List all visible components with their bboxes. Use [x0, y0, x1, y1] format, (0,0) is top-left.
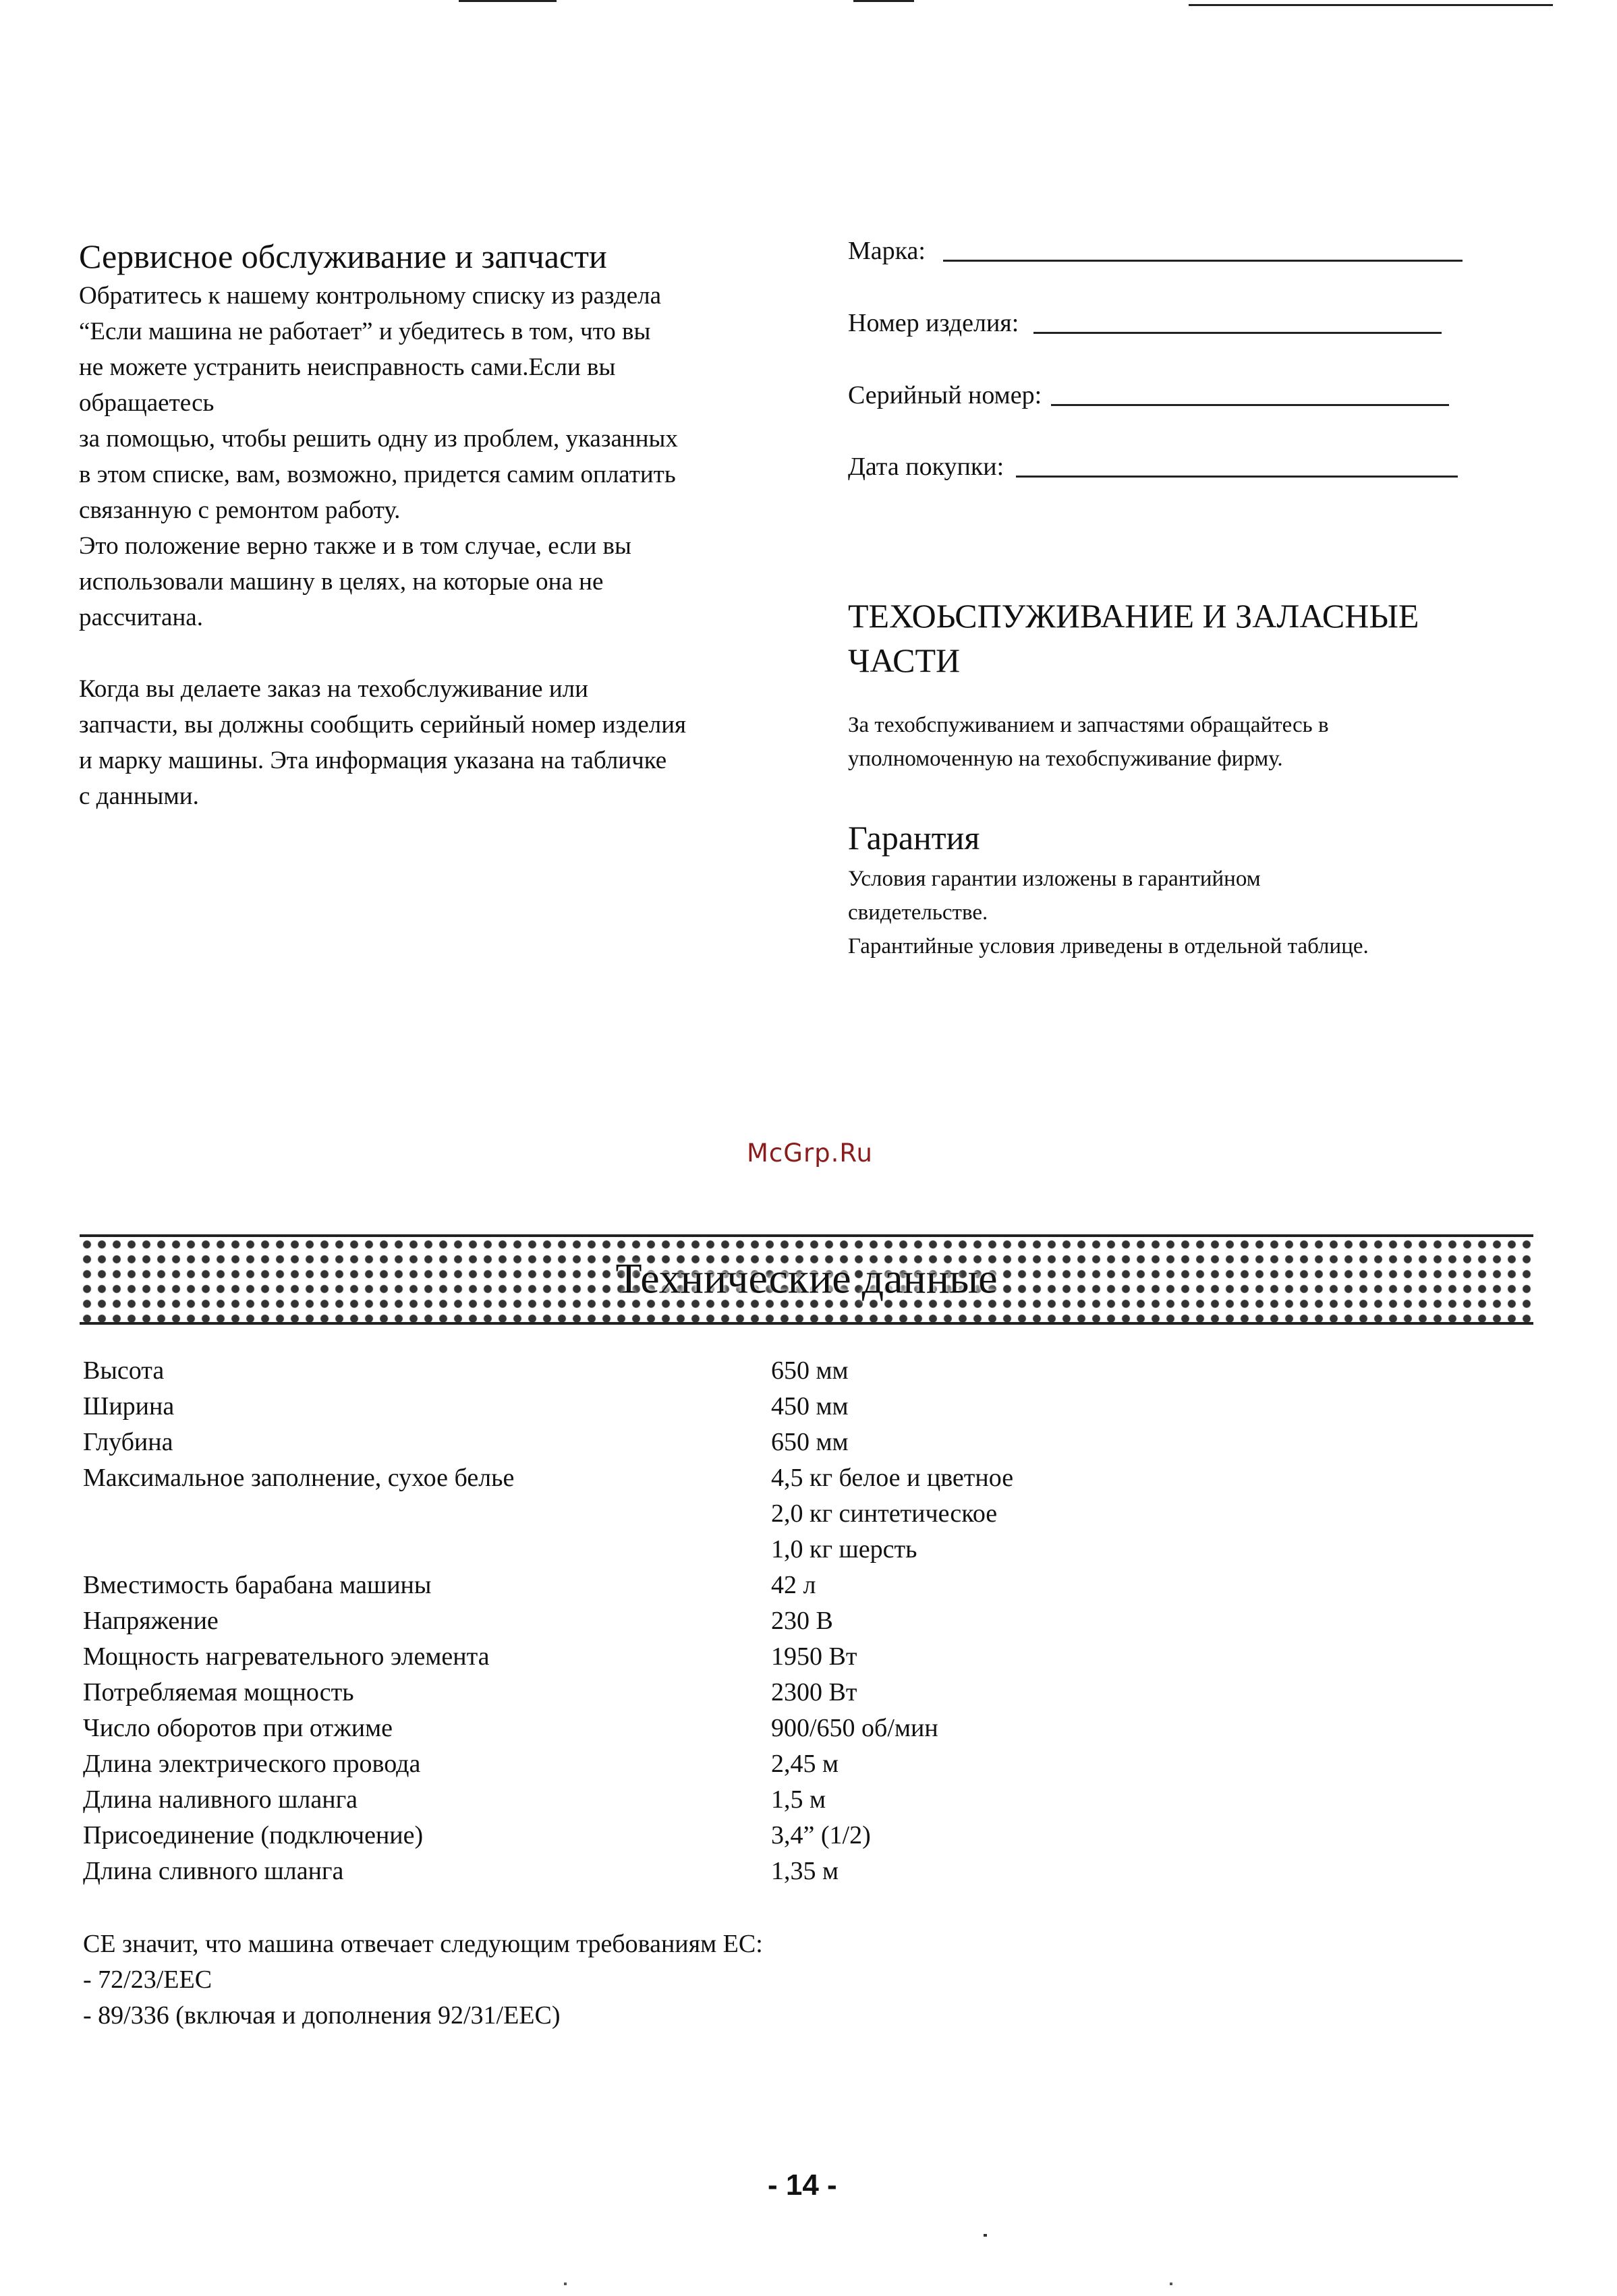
table-row	[83, 1532, 1162, 1568]
spec-label: Потребляемая мощность	[83, 1678, 354, 1706]
warranty-title: Гарантия	[848, 819, 980, 857]
product-info-form	[848, 0, 1496, 513]
spec-value: 450 мм	[771, 1392, 849, 1420]
ce-line: - 89/336 (включая и дополнения 92/31/ЕЕС)	[83, 2001, 561, 2030]
table-row	[83, 1496, 1162, 1532]
spec-label: Высота	[83, 1356, 165, 1385]
maintenance-title-line2: ЧАСТИ	[848, 641, 961, 679]
table-row	[83, 1782, 1162, 1818]
table-row	[83, 1460, 1162, 1496]
warranty-text-line: Условия гарантии изложены в гарантийном	[848, 867, 1261, 891]
table-row	[83, 1353, 1162, 1389]
paragraph-line: связанную с ремонтом работу.	[79, 496, 401, 524]
table-row	[83, 1425, 1162, 1460]
paragraph-line: обращаетесь	[79, 389, 215, 417]
paragraph-line: “Если машина не работает” и убедитесь в том, что вы	[79, 318, 651, 345]
paragraph-line: использовали машину в целях, на которые она не	[79, 568, 604, 596]
paragraph-line: с данными.	[79, 782, 199, 810]
spec-label: Глубина	[83, 1428, 173, 1456]
page-number: - 14 -	[768, 2169, 837, 2202]
purchase-date-row	[848, 452, 1482, 482]
paragraph-line: не можете устранить неисправность сами.Если вы	[79, 353, 616, 381]
spec-value: 42 л	[771, 1571, 816, 1599]
tech-data-banner	[80, 1234, 1533, 1325]
warranty-text-line: свидетельстве.	[848, 900, 988, 925]
spec-label: Максимальное заполнение, сухое белье	[83, 1464, 515, 1492]
maintenance-text-line: уполномоченную на техобспуживание фирму.	[848, 747, 1283, 771]
maintenance-section	[848, 594, 1523, 776]
table-row	[83, 1818, 1162, 1854]
table-row	[83, 1746, 1162, 1782]
spec-value: 230 В	[771, 1607, 833, 1635]
spec-label: Длина наливного шланга	[83, 1785, 358, 1814]
table-row	[83, 1603, 1162, 1639]
service-title: Сервисное обслуживание и запчасти	[79, 237, 607, 275]
maintenance-text	[848, 708, 1523, 776]
spec-value: 4,5 кг белое и цветное	[771, 1464, 1014, 1492]
tech-data-title: Технические данные	[615, 1254, 998, 1302]
paragraph-line: Обратитесь к нашему контрольному списку из раздела	[79, 282, 662, 310]
spec-value: 1,0 кг шерсть	[771, 1535, 917, 1563]
ce-line: СЕ значит, что машина отвечает следующим требованиям ЕС:	[83, 1930, 763, 1958]
serial-number-label: Серийный номер:	[848, 381, 1042, 409]
spec-value: 650 мм	[771, 1356, 849, 1385]
purchase-date-label: Дата покупки:	[848, 453, 1004, 481]
paragraph-line: за помощью, чтобы решить одну из проблем, указанных	[79, 425, 678, 453]
spec-value: 1,35 м	[771, 1857, 839, 1885]
spec-value: 2300 Вт	[771, 1678, 857, 1706]
spec-value: 1,5 м	[771, 1785, 826, 1814]
spec-value: 1950 Вт	[771, 1642, 857, 1671]
paragraph-line: рассчитана.	[79, 604, 203, 631]
service-paragraph-1	[79, 278, 767, 635]
brand-label: Марка:	[848, 237, 926, 265]
spec-label: Вместимость барабана машины	[83, 1571, 432, 1599]
spec-label: Присоединение (подключение)	[83, 1821, 424, 1849]
spec-value: 650 мм	[771, 1428, 849, 1456]
scan-speck	[984, 2234, 987, 2237]
paragraph-line: запчасти, вы должны сообщить серийный номер изделия	[79, 711, 687, 739]
spec-value: 2,0 кг синтетическое	[771, 1499, 998, 1528]
brand-row	[848, 236, 1482, 266]
spec-value: 2,45 м	[771, 1750, 839, 1778]
warranty-text	[848, 862, 1523, 963]
paragraph-line: Это положение верно также и в том случае, если вы	[79, 532, 631, 560]
service-section	[79, 236, 767, 814]
scan-speck	[564, 2283, 567, 2285]
spec-label: Ширина	[83, 1392, 175, 1420]
spec-label: Мощность нагревательного элемента	[83, 1642, 490, 1671]
ce-line: - 72/23/ЕЕС	[83, 1965, 212, 1994]
top-rule-1	[459, 0, 557, 2]
table-row	[83, 1639, 1162, 1675]
warranty-section	[848, 817, 1523, 963]
purchase-date-field[interactable]	[1016, 476, 1458, 478]
spec-label: Число оборотов при отжиме	[83, 1714, 393, 1742]
spec-label: Напряжение	[83, 1607, 219, 1635]
table-row	[83, 1854, 1162, 1889]
serial-number-field[interactable]	[1051, 404, 1449, 406]
table-row	[83, 1568, 1162, 1603]
product-number-field[interactable]	[1033, 332, 1442, 334]
table-row	[83, 1389, 1162, 1425]
service-paragraph-2	[79, 671, 767, 814]
spec-label: Длина сливного шланга	[83, 1857, 344, 1885]
warranty-text-line: Гарантийные условия лриведены в отдельной таблице.	[848, 934, 1369, 958]
product-number-label: Номер изделия:	[848, 309, 1019, 337]
maintenance-title-line1: ТЕХОЬСПУЖИВАНИЕ И ЗАЛАСНЫЕ	[848, 597, 1419, 635]
paragraph-line: и марку машины. Эта информация указана на табличке	[79, 747, 667, 774]
spec-label: Длина электрического провода	[83, 1750, 421, 1778]
tech-specs-table	[83, 1353, 1230, 1893]
spec-value: 3,4” (1/2)	[771, 1821, 871, 1849]
watermark: McGrp.Ru	[747, 1139, 873, 1168]
ce-compliance	[83, 1926, 1162, 2034]
serial-number-row	[848, 380, 1482, 410]
brand-field[interactable]	[943, 260, 1463, 262]
scan-speck	[1170, 2283, 1172, 2285]
product-number-row	[848, 308, 1482, 338]
table-row	[83, 1675, 1162, 1711]
maintenance-text-line: За техобспуживанием и запчастями обращайтесь в	[848, 713, 1329, 737]
paragraph-line: Когда вы делаете заказ на техобслуживание или	[79, 675, 588, 703]
table-row	[83, 1711, 1162, 1746]
paragraph-line: в этом списке, вам, возможно, придется самим оплатить	[79, 461, 676, 488]
spec-value: 900/650 об/мин	[771, 1714, 938, 1742]
